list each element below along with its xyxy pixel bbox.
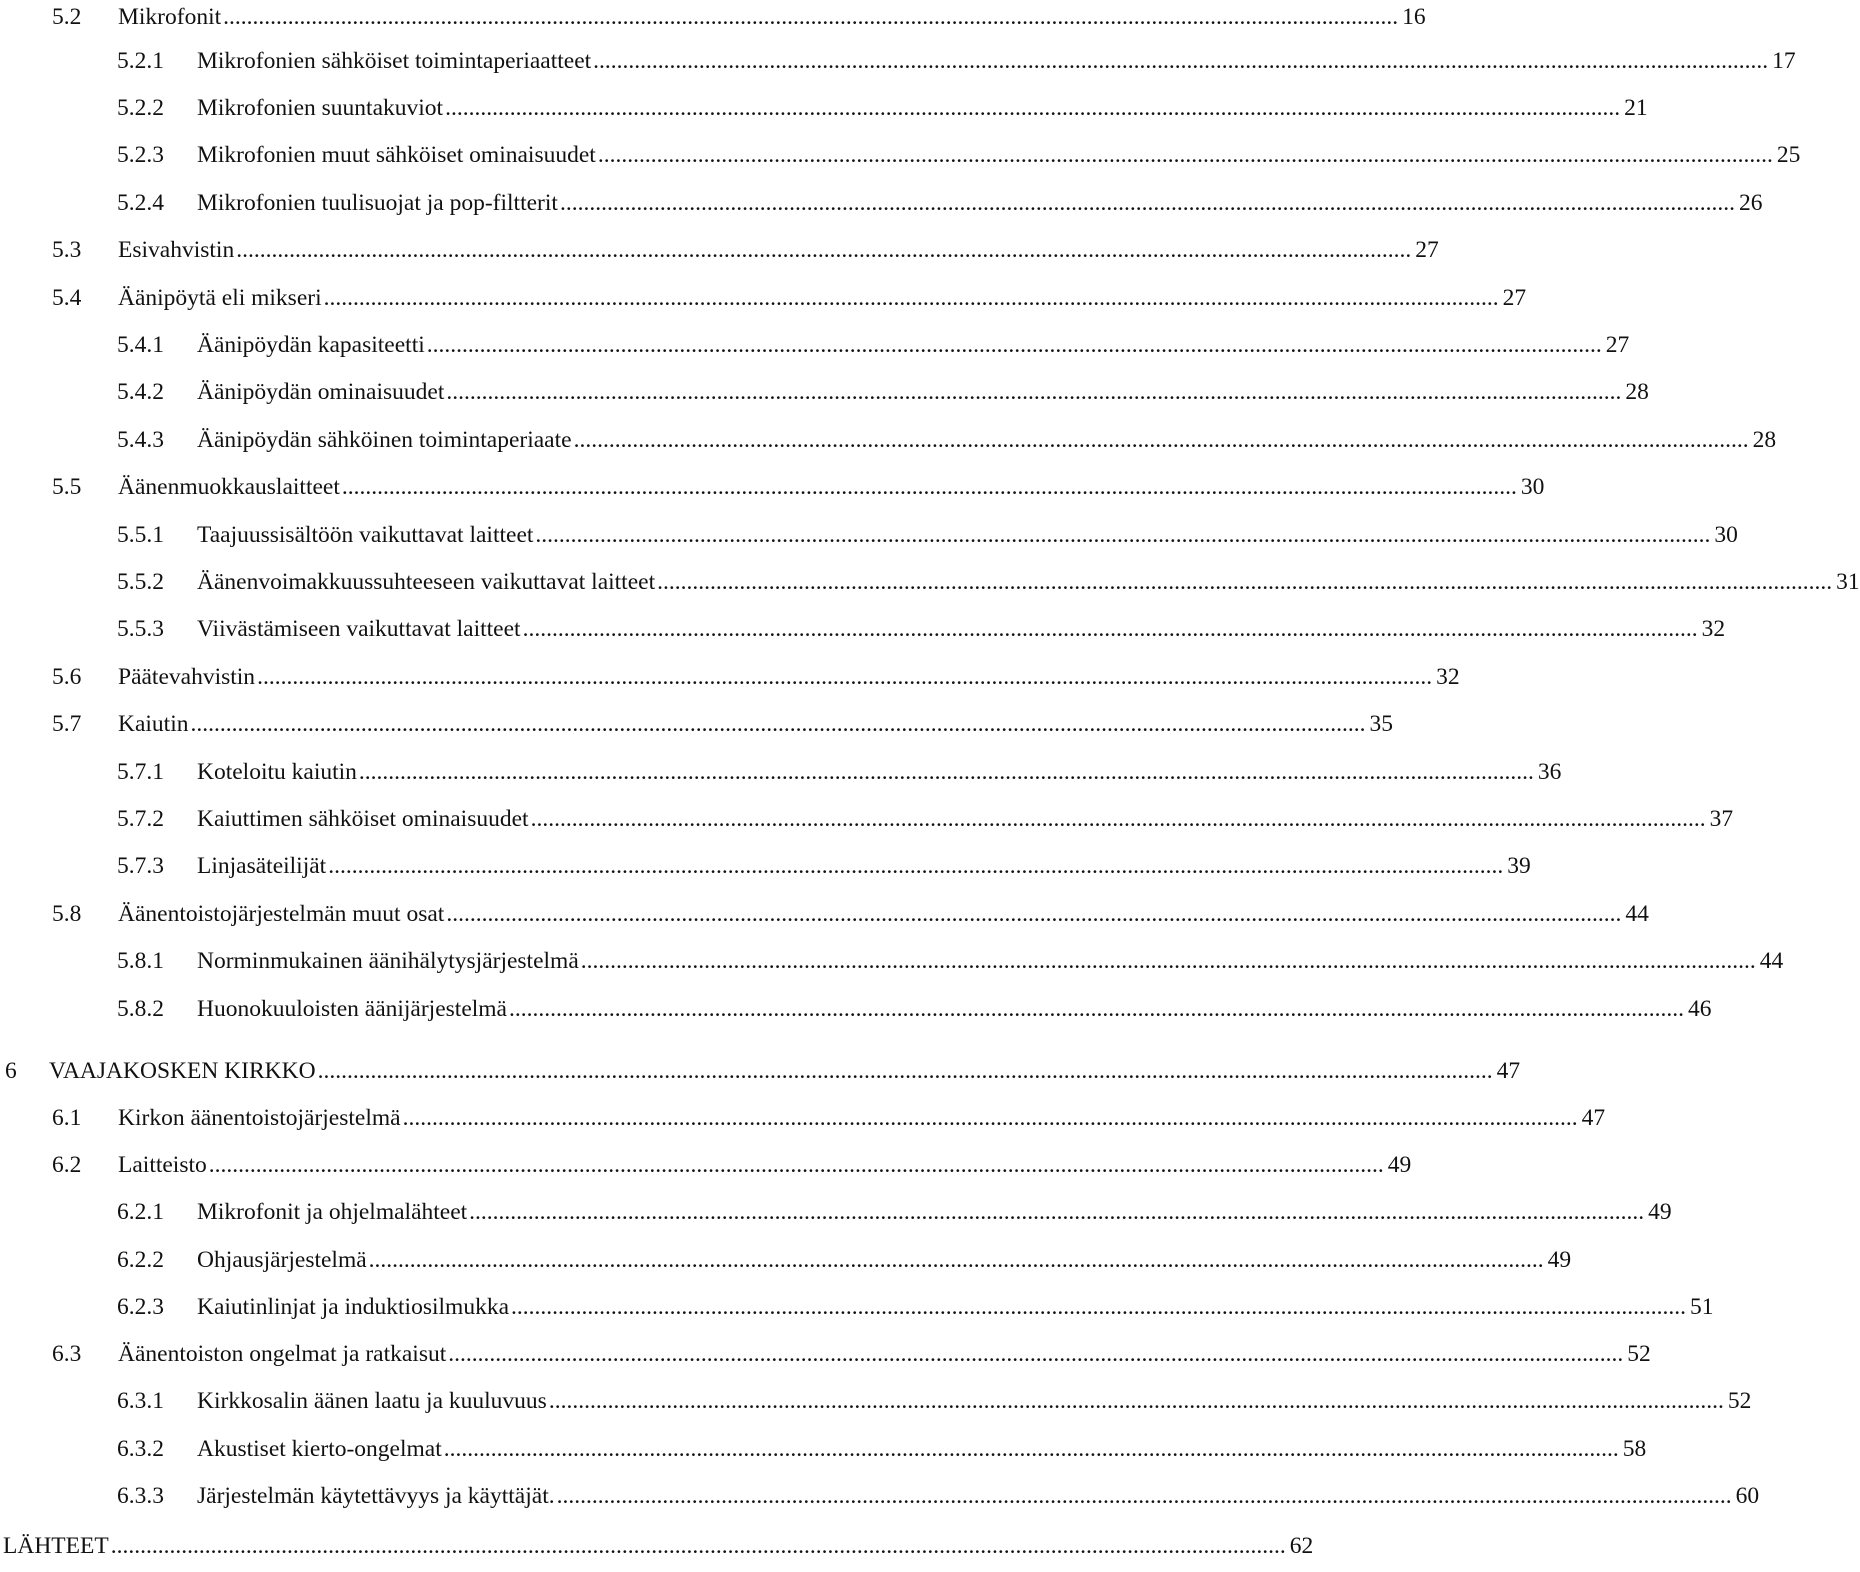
toc-dot-leader: ........................................................................................................................................................................................................ [328, 853, 1504, 879]
toc-entry-title: Mikrofonien suuntakuviot [197, 95, 444, 121]
toc-entry-number: 5.2.1 [117, 48, 164, 74]
toc-dot-leader: ........................................................................................................................................................................................................ [535, 522, 1711, 548]
toc-entry[interactable] [52, 233, 1439, 267]
toc-entry-title: Mikrofonien muut sähköiset ominaisuudet [197, 142, 596, 168]
toc-dot-leader: ........................................................................................................................................................................................................ [190, 711, 1366, 737]
toc-entry-title: Kaiutin [118, 711, 189, 737]
toc-entry-number: 5.5.1 [117, 522, 164, 548]
toc-entry-title: VAAJAKOSKEN KIRKKO [49, 1058, 316, 1084]
toc-dot-leader: ........................................................................................................................................................................................................ [573, 427, 1749, 453]
toc-entry-number: 5.5 [52, 474, 82, 500]
toc-entry-number: 6.3.2 [117, 1436, 164, 1462]
toc-entry-page-number: 32 [1436, 664, 1460, 690]
toc-entry-number: 5.8 [52, 901, 82, 927]
toc-entry-number: 5.7.2 [117, 806, 164, 832]
toc-dot-leader: ........................................................................................................................................................................................................ [548, 1388, 1724, 1414]
toc-entry-number: 5.7.3 [117, 853, 164, 879]
toc-entry-page-number: 31 [1836, 569, 1860, 595]
toc-entry-title: Mikrofonit ja ohjelmalähteet [197, 1199, 468, 1225]
toc-entry-title: Äänentoiston ongelmat ja ratkaisut [118, 1341, 447, 1367]
toc-entry-title: Äänipöydän kapasiteetti [197, 332, 425, 358]
toc-entry-title: Äänentoistojärjestelmän muut osat [118, 901, 445, 927]
toc-entry-title: Norminmukainen äänihälytysjärjestelmä [197, 948, 579, 974]
toc-entry-number: 6.3.1 [117, 1388, 164, 1414]
toc-entry-page-number: 44 [1759, 948, 1784, 974]
toc-entry[interactable] [52, 1337, 1651, 1371]
toc-entry-number: 5.2.3 [117, 142, 164, 168]
toc-dot-leader: ........................................................................................................................................................................................................ [223, 4, 1399, 30]
toc-entry[interactable] [117, 423, 1777, 457]
toc-dot-leader: ........................................................................................................................................................................................................ [341, 474, 1517, 500]
toc-entry-number: 5.2.4 [117, 190, 164, 216]
toc-entry-title: LÄHTEET [3, 1533, 109, 1559]
toc-entry[interactable] [52, 0, 1426, 34]
toc-entry[interactable] [52, 470, 1545, 504]
toc-dot-leader: ........................................................................................................................................................................................................ [530, 806, 1706, 832]
toc-entry[interactable] [117, 1195, 1672, 1229]
toc-entry-title: Linjasäteilijät [197, 853, 327, 879]
toc-dot-leader: ........................................................................................................................................................................................................ [556, 1483, 1732, 1509]
toc-entry-title: Viivästämiseen vaikuttavat laitteet [197, 616, 521, 642]
toc-entry-page-number: 28 [1752, 427, 1777, 453]
toc-entry-page-number: 62 [1289, 1533, 1314, 1559]
toc-entry-page-number: 44 [1625, 901, 1649, 927]
toc-entry[interactable] [117, 802, 1734, 836]
toc-entry-title: Kaiutinlinjat ja induktiosilmukka [197, 1294, 509, 1320]
toc-entry-number: 5.4 [52, 285, 82, 311]
toc-dot-leader: ........................................................................................................................................................................................................ [511, 1294, 1686, 1320]
toc-entry-page-number: 47 [1581, 1105, 1606, 1131]
toc-entry-page-number: 30 [1520, 474, 1545, 500]
toc-dot-leader: ........................................................................................................................................................................................................ [426, 332, 1602, 358]
toc-entry[interactable] [52, 660, 1460, 694]
toc-entry[interactable] [117, 1432, 1647, 1466]
toc-dot-leader: ........................................................................................................................................................................................................ [446, 901, 1622, 927]
toc-entry-number: 5.6 [52, 664, 82, 690]
toc-dot-leader: ........................................................................................................................................................................................................ [323, 285, 1499, 311]
toc-dot-leader: ........................................................................................................................................................................................................ [208, 1152, 1384, 1178]
toc-entry-title: Äänenmuokkauslaitteet [118, 474, 340, 500]
toc-entry-page-number: 58 [1622, 1436, 1647, 1462]
toc-entry-title: Äänipöydän sähköinen toimintaperiaate [197, 427, 572, 453]
toc-entry-number: 6.2 [52, 1152, 82, 1178]
toc-entry-title: Akustiset kierto-ongelmat [197, 1436, 442, 1462]
toc-entry-number: 5.8.2 [117, 996, 164, 1022]
toc-entry-page-number: 37 [1709, 806, 1734, 832]
toc-entry[interactable] [117, 328, 1630, 362]
toc-dot-leader: ........................................................................................................................................................................................................ [257, 664, 1433, 690]
toc-entry-page-number: 51 [1690, 1294, 1714, 1320]
toc-entry-number: 5.3 [52, 237, 82, 263]
toc-entry[interactable] [52, 1148, 1412, 1182]
toc-entry-number: 5.5.2 [117, 569, 164, 595]
toc-dot-leader: ........................................................................................................................................................................................................ [522, 616, 1698, 642]
toc-entry[interactable] [117, 755, 1562, 789]
toc-entry-page-number: 32 [1701, 616, 1726, 642]
toc-entry-title: Laitteisto [118, 1152, 207, 1178]
toc-entry[interactable] [117, 518, 1738, 552]
toc-entry-number: 5.7.1 [117, 759, 164, 785]
toc-entry-title: Kirkon äänentoistojärjestelmä [118, 1105, 401, 1131]
toc-entry-page-number: 27 [1502, 285, 1527, 311]
toc-entry-number: 6 [5, 1058, 17, 1084]
toc-entry[interactable] [117, 849, 1531, 883]
toc-entry-page-number: 30 [1714, 522, 1738, 548]
toc-dot-leader: ........................................................................................................................................................................................................ [443, 1436, 1619, 1462]
toc-entry-number: 6.2.3 [117, 1294, 164, 1320]
toc-dot-leader: ........................................................................................................................................................................................................ [509, 996, 1684, 1022]
toc-dot-leader: ........................................................................................................................................................................................................ [445, 95, 1621, 121]
toc-dot-leader: ........................................................................................................................................................................................................ [110, 1533, 1286, 1559]
toc-entry[interactable] [117, 944, 1784, 978]
toc-entry-page-number: 39 [1507, 853, 1531, 879]
toc-entry-page-number: 28 [1625, 379, 1649, 405]
toc-entry-number: 5.4.2 [117, 379, 164, 405]
toc-entry-page-number: 27 [1415, 237, 1439, 263]
toc-entry[interactable] [117, 1479, 1760, 1513]
toc-entry-title: Taajuussisältöön vaikuttavat laitteet [197, 522, 534, 548]
toc-entry[interactable] [117, 1290, 1714, 1324]
toc-entry[interactable] [117, 44, 1796, 78]
toc-entry-title: Järjestelmän käytettävyys ja käyttäjät. [197, 1483, 555, 1509]
toc-entry-page-number: 52 [1727, 1388, 1752, 1414]
toc-entry[interactable] [52, 281, 1527, 315]
toc-entry-title: Päätevahvistin [118, 664, 256, 690]
toc-entry-number: 6.2.1 [117, 1199, 164, 1225]
toc-entry[interactable] [117, 375, 1649, 409]
toc-entry-title: Äänipöytä eli mikseri [118, 285, 322, 311]
toc-entry-page-number: 16 [1402, 4, 1426, 30]
toc-entry-title: Mikrofonien tuulisuojat ja pop-filtterit [197, 190, 558, 216]
toc-entry-number: 5.4.3 [117, 427, 164, 453]
toc-entry-number: 5.8.1 [117, 948, 164, 974]
toc-dot-leader: ........................................................................................................................................................................................................ [593, 48, 1769, 74]
toc-entry-title: Äänenvoimakkuussuhteeseen vaikuttavat laitteet [197, 569, 656, 595]
toc-dot-leader: ........................................................................................................................................................................................................ [402, 1105, 1578, 1131]
toc-dot-leader: ........................................................................................................................................................................................................ [597, 142, 1773, 168]
toc-entry[interactable] [52, 1101, 1606, 1135]
toc-dot-leader: ........................................................................................................................................................................................................ [657, 569, 1833, 595]
toc-entry-page-number: 17 [1772, 48, 1796, 74]
toc-entry-page-number: 52 [1627, 1341, 1651, 1367]
toc-entry-title: Huonokuuloisten äänijärjestelmä [197, 996, 507, 1022]
toc-entry-page-number: 21 [1624, 95, 1648, 121]
toc-dot-leader: ........................................................................................................................................................................................................ [580, 948, 1756, 974]
toc-entry-title: Äänipöydän ominaisuudet [197, 379, 445, 405]
toc-entry-page-number: 35 [1369, 711, 1393, 737]
toc-entry-page-number: 46 [1688, 996, 1712, 1022]
toc-entry-number: 5.2.2 [117, 95, 164, 121]
toc-entry-page-number: 60 [1735, 1483, 1760, 1509]
toc-dot-leader: ........................................................................................................................................................................................................ [559, 190, 1735, 216]
toc-entry-title: Kaiuttimen sähköiset ominaisuudet [197, 806, 529, 832]
toc-entry-page-number: 47 [1496, 1058, 1521, 1084]
toc-entry-number: 6.1 [52, 1105, 82, 1131]
toc-entry[interactable] [117, 1243, 1572, 1277]
toc-entry-title: Kirkkosalin äänen laatu ja kuuluvuus [197, 1388, 547, 1414]
toc-entry-page-number: 27 [1605, 332, 1630, 358]
toc-entry-number: 6.2.2 [117, 1247, 164, 1273]
toc-entry-number: 5.5.3 [117, 616, 164, 642]
toc-entry-page-number: 26 [1738, 190, 1763, 216]
toc-entry[interactable] [117, 565, 1860, 599]
toc-entry-page-number: 36 [1537, 759, 1562, 785]
toc-entry[interactable] [5, 1054, 1521, 1088]
toc-dot-leader: ........................................................................................................................................................................................................ [469, 1199, 1645, 1225]
toc-entry-title: Mikrofonit [118, 4, 222, 30]
toc-entry-title: Koteloitu kaiutin [197, 759, 357, 785]
toc-entry-page-number: 49 [1547, 1247, 1572, 1273]
toc-entry-number: 6.3.3 [117, 1483, 164, 1509]
toc-dot-leader: ........................................................................................................................................................................................................ [236, 237, 1412, 263]
toc-entry[interactable] [117, 138, 1801, 172]
toc-dot-leader: ........................................................................................................................................................................................................ [358, 759, 1534, 785]
toc-entry-number: 6.3 [52, 1341, 82, 1367]
toc-entry-title: Ohjausjärjestelmä [197, 1247, 367, 1273]
toc-entry-title: Mikrofonien sähköiset toimintaperiaatteet [197, 48, 592, 74]
toc-dot-leader: ........................................................................................................................................................................................................ [317, 1058, 1493, 1084]
toc-entry-number: 5.7 [52, 711, 82, 737]
toc-entry-number: 5.2 [52, 4, 82, 30]
toc-entry[interactable] [52, 707, 1393, 741]
toc-dot-leader: ........................................................................................................................................................................................................ [446, 379, 1622, 405]
toc-entry[interactable] [117, 612, 1726, 646]
toc-entry-page-number: 25 [1776, 142, 1801, 168]
toc-entry-number: 5.4.1 [117, 332, 164, 358]
toc-entry[interactable] [3, 1529, 1314, 1563]
toc-entry[interactable] [117, 992, 1712, 1026]
toc-entry[interactable] [52, 897, 1649, 931]
toc-entry-page-number: 49 [1387, 1152, 1412, 1178]
toc-entry[interactable] [117, 91, 1648, 125]
toc-dot-leader: ........................................................................................................................................................................................................ [368, 1247, 1544, 1273]
toc-entry-title: Esivahvistin [118, 237, 235, 263]
toc-entry[interactable] [117, 186, 1763, 220]
toc-entry-page-number: 49 [1648, 1199, 1672, 1225]
toc-entry[interactable] [117, 1384, 1752, 1418]
toc-dot-leader: ........................................................................................................................................................................................................ [448, 1341, 1624, 1367]
